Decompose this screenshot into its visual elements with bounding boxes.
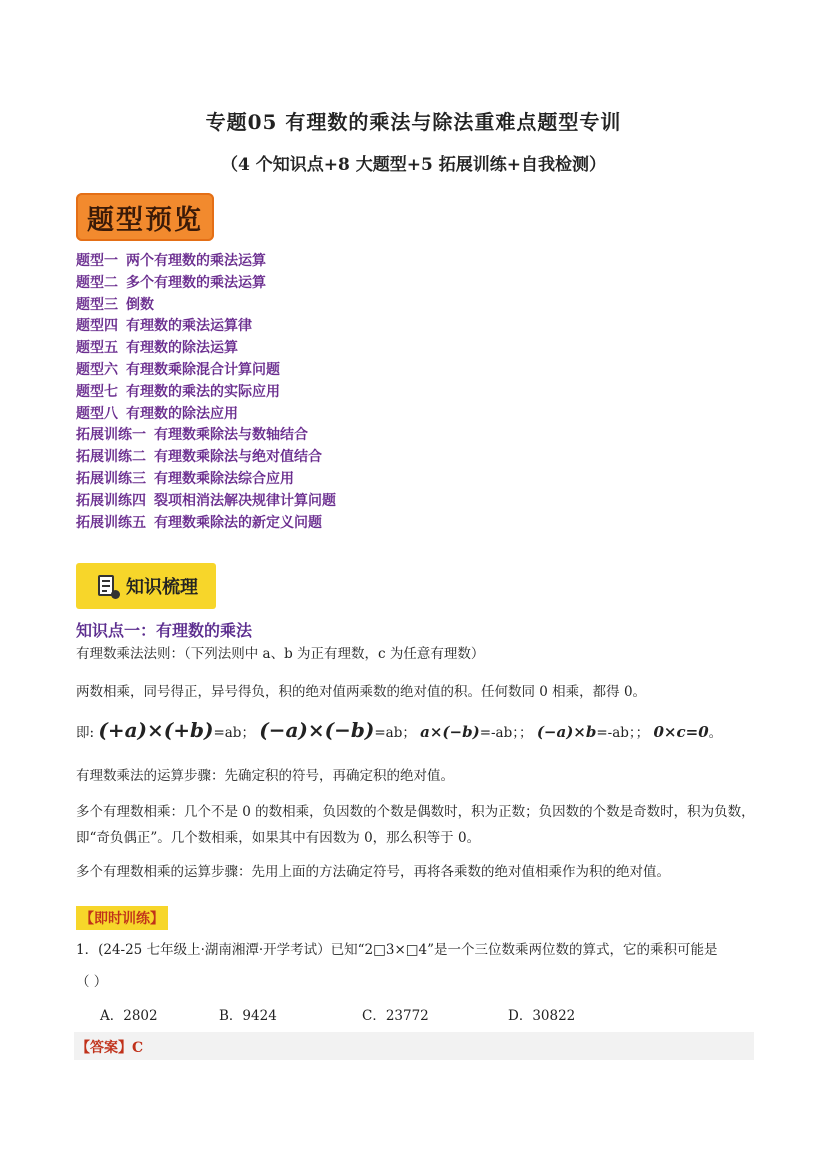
toc-item[interactable]: 题型六 有理数乘除混合计算问题 bbox=[76, 361, 280, 378]
toc-item[interactable]: 题型七 有理数的乘法的实际应用 bbox=[76, 383, 280, 400]
practice-tag: 【即时训练】 bbox=[76, 906, 168, 930]
toc-item[interactable]: 拓展训练二 有理数乘除法与绝对值结合 bbox=[76, 449, 322, 466]
toc-item[interactable]: 题型五 有理数的除法运算 bbox=[76, 340, 238, 357]
rule-intro: 有理数乘法法则：（下列法则中 a、b 为正有理数，c 为任意有理数） bbox=[76, 646, 485, 662]
toc-item[interactable]: 题型一 两个有理数的乘法运算 bbox=[76, 253, 266, 269]
page-subtitle: （4 个知识点+8 大题型+5 拓展训练+自我检测） bbox=[221, 155, 606, 175]
toc-item[interactable]: 拓展训练三 有理数乘除法综合应用 bbox=[76, 470, 294, 487]
toc-item[interactable]: 题型三 倒数 bbox=[76, 296, 154, 313]
formula-2: (−a)×(−b) bbox=[259, 718, 375, 742]
rule-text: 两数相乘，同号得正，异号得负，积的绝对值两乘数的绝对值的积。任何数同 0 相乘，都得 0。 bbox=[76, 684, 647, 700]
question-text: 1．(24-25 七年级上·湖南湘潭·开学考试）已知“2□3×□4”是一个三位数乘两位数的算式，它的乘积可能是 bbox=[76, 942, 718, 958]
option-c[interactable]: C．23772 bbox=[362, 1008, 429, 1024]
toc-item[interactable]: 拓展训练四 裂项相消法解决规律计算问题 bbox=[76, 492, 336, 509]
toc-item[interactable]: 拓展训练五 有理数乘除法的新定义问题 bbox=[76, 514, 322, 531]
toc-list bbox=[76, 251, 336, 534]
formula-5: 0×c=0 bbox=[653, 723, 709, 741]
toc-item[interactable]: 题型八 有理数的除法应用 bbox=[76, 405, 238, 422]
preview-banner: 题型预览 bbox=[76, 193, 214, 241]
toc-item[interactable]: 拓展训练一 有理数乘除法与数轴结合 bbox=[76, 427, 308, 444]
answer-text: 【答案】C bbox=[76, 1040, 144, 1056]
knowledge-banner-label: 知识梳理 bbox=[126, 577, 198, 598]
multi-text: 多个有理数相乘：几个不是 0 的数相乘，负因数的个数是偶数时，积为正数；负因数的个数是奇数时，积为负数，即“奇负偶正”。几个数相乘，如果其中有因数为 0，那么积等于 0。 bbox=[76, 804, 755, 846]
formula-line: 即: (+a)×(+b)=ab； (−a)×(−b)=ab； a×(−b)=-ab；； (−a)×b=-ab；； 0×c=0。 bbox=[76, 718, 723, 742]
toc-item[interactable]: 题型四 有理数的乘法运算律 bbox=[76, 318, 252, 335]
option-b[interactable]: B．9424 bbox=[219, 1008, 277, 1024]
page-title: 专题05 有理数的乘法与除法重难点题型专训 bbox=[205, 110, 622, 134]
formula-1: (+a)×(+b) bbox=[98, 718, 214, 742]
steps-text: 有理数乘法的运算步骤：先确定积的符号，再确定积的绝对值。 bbox=[76, 768, 454, 784]
toc-item[interactable]: 题型二 多个有理数的乘法运算 bbox=[76, 274, 266, 291]
formula-3: a×(−b) bbox=[420, 723, 480, 741]
multi-steps-text: 多个有理数相乘的运算步骤：先用上面的方法确定符号，再将各乘数的绝对值相乘作为积的绝对值。 bbox=[76, 864, 670, 880]
checklist-icon bbox=[96, 574, 118, 598]
knowledge-banner bbox=[76, 563, 216, 609]
formula-4: (−a)×b bbox=[536, 723, 597, 741]
option-a[interactable]: A．2802 bbox=[100, 1008, 158, 1024]
knowledge-point-title: 知识点一：有理数的乘法 bbox=[76, 621, 253, 640]
question-bracket: （ ） bbox=[76, 974, 108, 990]
option-d[interactable]: D．30822 bbox=[508, 1008, 576, 1024]
answer-box bbox=[74, 1032, 754, 1060]
